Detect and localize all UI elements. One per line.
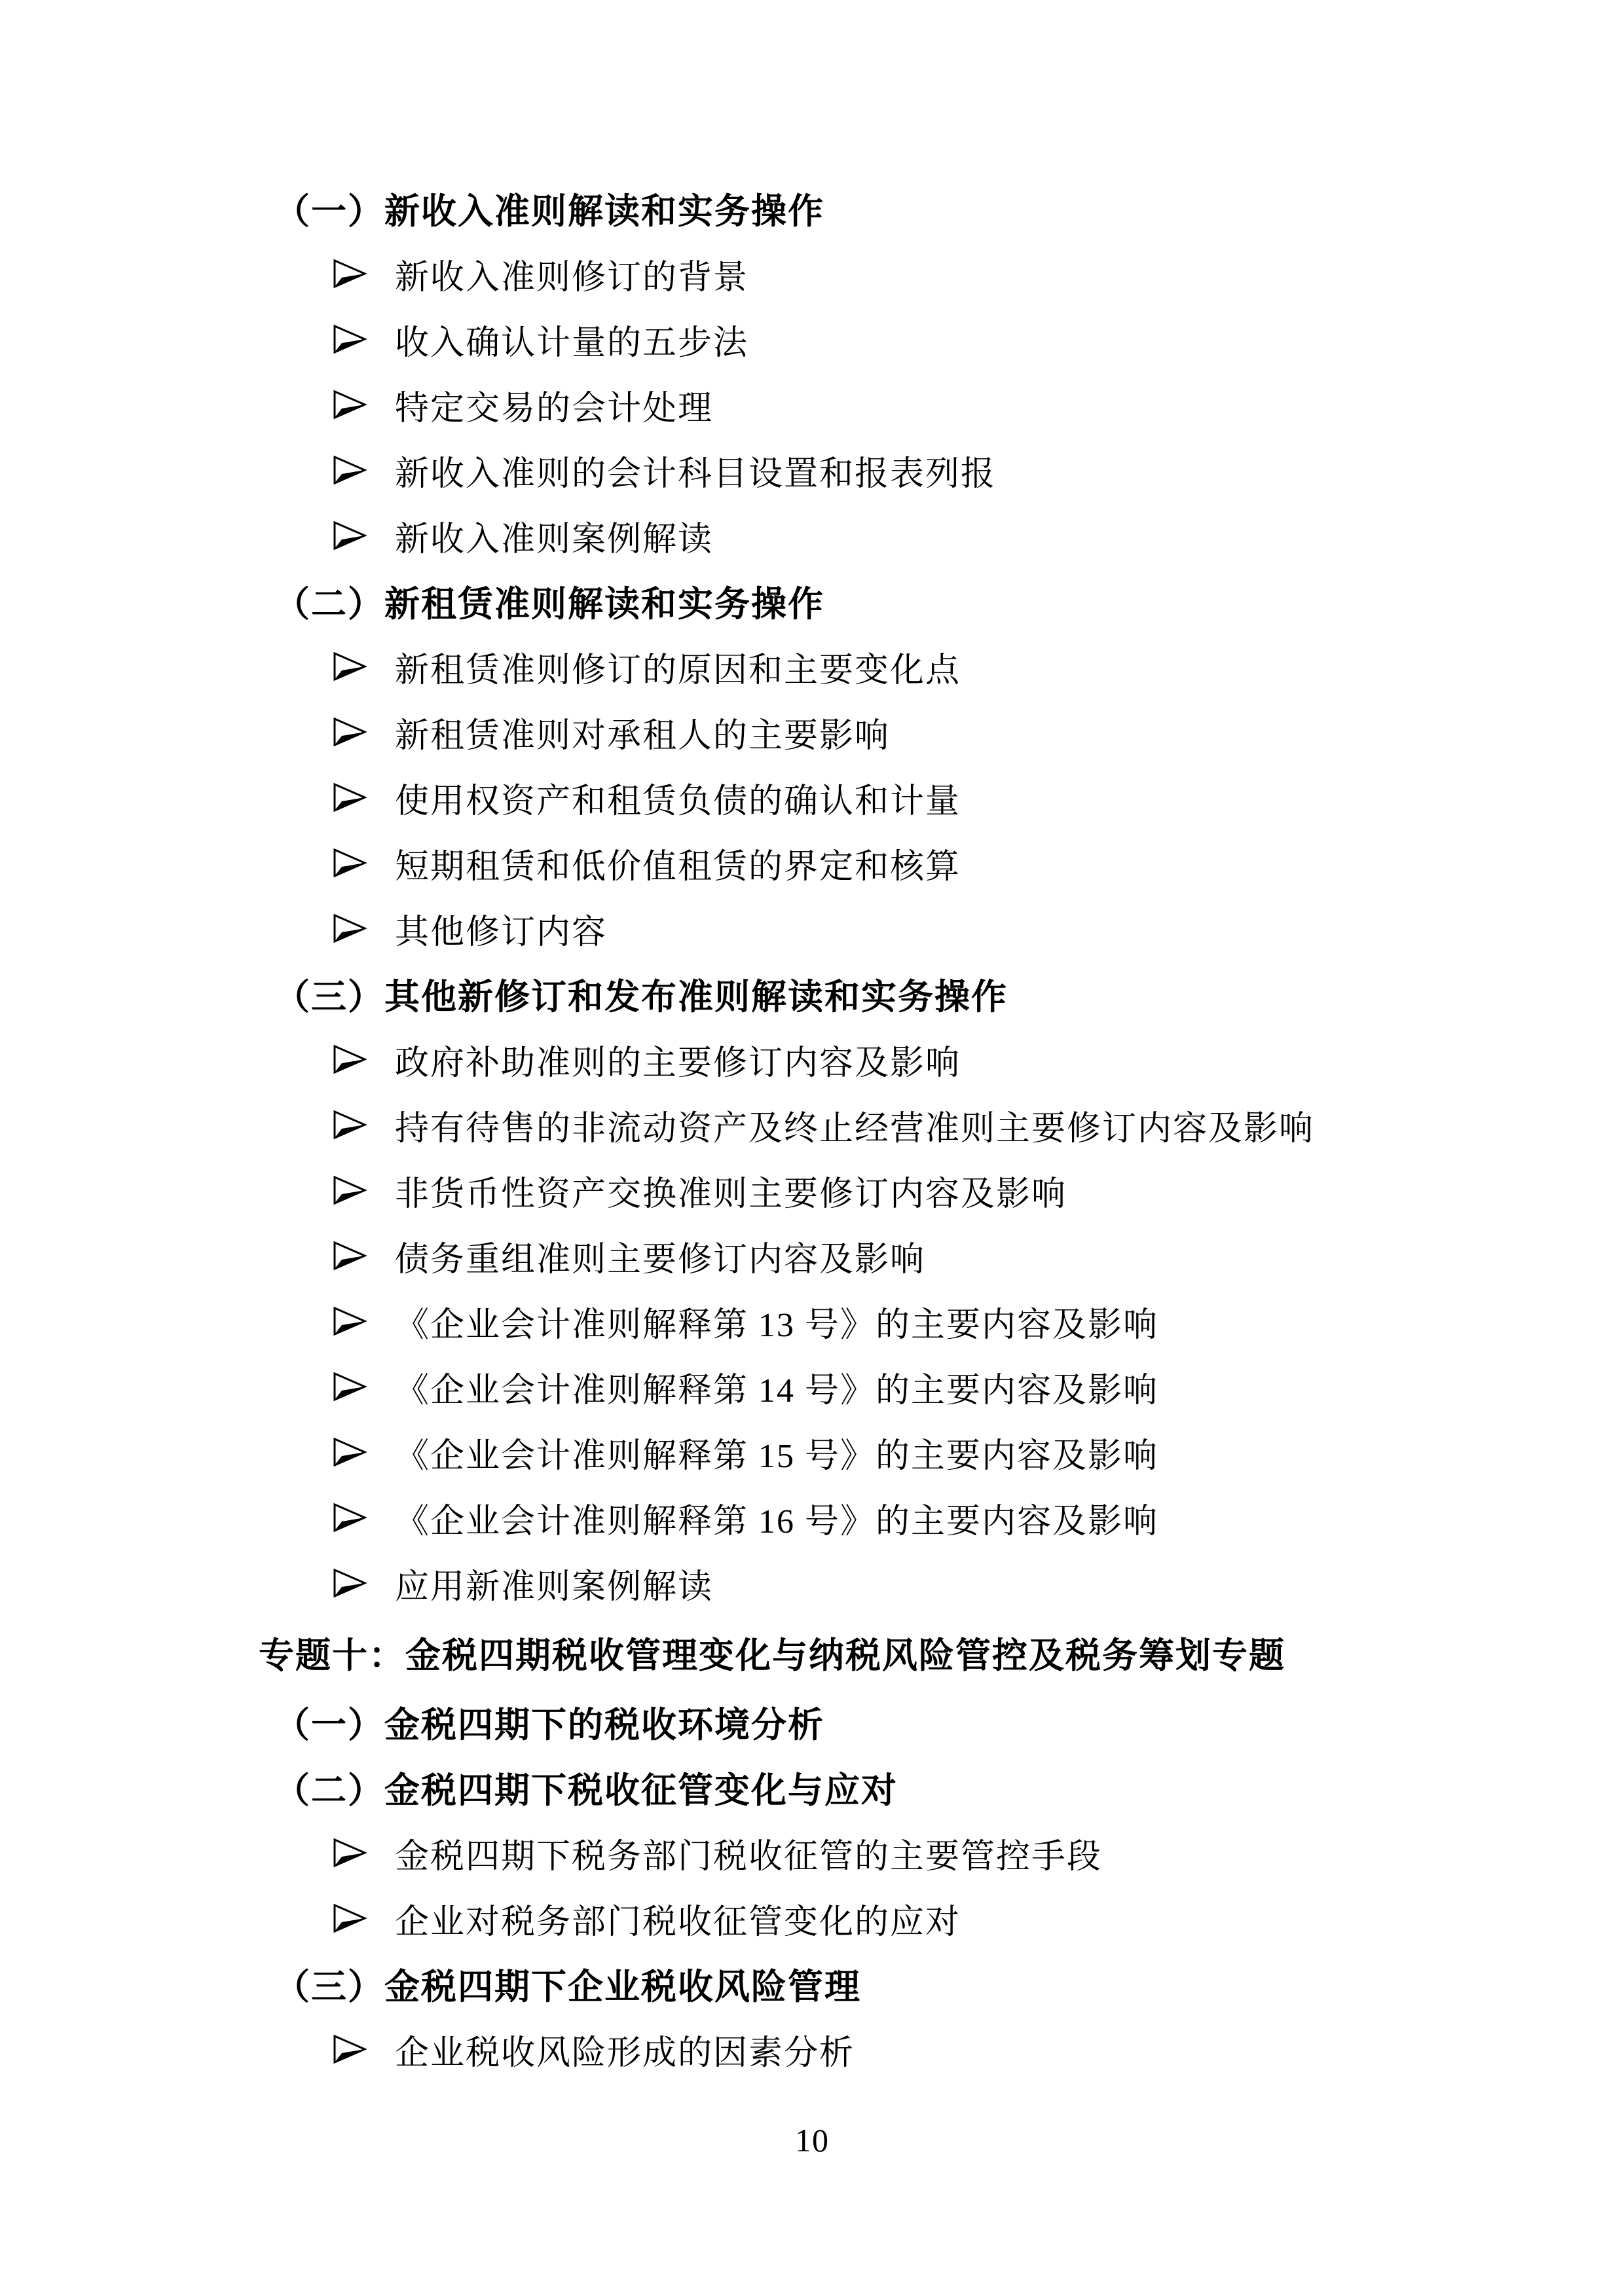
list-item <box>259 1092 1536 1157</box>
list-item-text: 《企业会计准则解释第 15 号》的主要内容及影响 <box>395 1437 1159 1475</box>
subsection-heading <box>259 1755 1536 1820</box>
list-item-text: 债务重组准则主要修订内容及影响 <box>395 1241 926 1279</box>
list-item-text: 《企业会计准则解释第 16 号》的主要内容及影响 <box>395 1503 1159 1540</box>
arrow-bullet-icon <box>332 848 367 878</box>
arrow-bullet-icon <box>332 1838 367 1868</box>
list-item <box>259 699 1536 765</box>
list-item-text: 企业对税务部门税收征管变化的应对 <box>395 1903 961 1941</box>
arrow-bullet-icon <box>332 717 367 747</box>
list-item <box>259 1157 1536 1223</box>
list-item-text: 新租赁准则对承租人的主要影响 <box>395 717 891 755</box>
arrow-bullet-icon <box>332 455 367 485</box>
subsection-heading-text: （二）新租赁准则解读和实务操作 <box>274 584 824 624</box>
list-item <box>259 765 1536 830</box>
list-item-text: 新收入准则的会计科目设置和报表列报 <box>395 455 997 493</box>
list-item-text: 金税四期下税务部门税收征管的主要管控手段 <box>395 1838 1103 1876</box>
list-item-text: 应用新准则案例解读 <box>395 1568 714 1606</box>
arrow-bullet-icon <box>332 1372 367 1402</box>
list-item <box>259 1485 1536 1550</box>
list-item-text: 非货币性资产交换准则主要修订内容及影响 <box>395 1175 1067 1213</box>
arrow-bullet-icon <box>332 1110 367 1140</box>
list-item <box>259 830 1536 896</box>
arrow-bullet-icon <box>332 520 367 551</box>
list-item <box>259 372 1536 437</box>
list-item <box>259 1027 1536 1092</box>
list-item <box>259 503 1536 568</box>
list-item <box>259 437 1536 503</box>
list-item-text: 其他修订内容 <box>395 913 608 951</box>
list-item-text: 《企业会计准则解释第 13 号》的主要内容及影响 <box>395 1306 1159 1344</box>
subsection-heading-text: （三）金税四期下企业税收风险管理 <box>274 1967 861 2007</box>
arrow-bullet-icon <box>332 1503 367 1533</box>
list-item-text: 新收入准则修订的背景 <box>395 259 749 297</box>
arrow-bullet-icon <box>332 913 367 943</box>
list-item-text: 收入确认计量的五步法 <box>395 324 749 362</box>
list-item-text: 短期租赁和低价值租赁的界定和核算 <box>395 848 961 886</box>
arrow-bullet-icon <box>332 782 367 812</box>
subsection-heading <box>259 961 1536 1027</box>
arrow-bullet-icon <box>332 1903 367 1933</box>
arrow-bullet-icon <box>332 1175 367 1205</box>
list-item <box>259 2016 1536 2082</box>
arrow-bullet-icon <box>332 1241 367 1271</box>
page-content <box>259 175 1536 2082</box>
list-item <box>259 1886 1536 1951</box>
arrow-bullet-icon <box>332 1044 367 1074</box>
list-item <box>259 1223 1536 1288</box>
subsection-heading <box>259 568 1536 634</box>
subsection-heading <box>259 1951 1536 2016</box>
arrow-bullet-icon <box>332 1306 367 1336</box>
page-number: 10 <box>795 2122 829 2159</box>
list-item-text: 新租赁准则修订的原因和主要变化点 <box>395 651 961 689</box>
list-item <box>259 634 1536 699</box>
subsection-heading <box>259 175 1536 241</box>
topic-heading <box>259 1616 1536 1689</box>
list-item-text: 特定交易的会计处理 <box>395 390 714 428</box>
list-item <box>259 1550 1536 1616</box>
list-item <box>259 1288 1536 1354</box>
list-item <box>259 896 1536 961</box>
arrow-bullet-icon <box>332 1437 367 1467</box>
arrow-bullet-icon <box>332 2034 367 2064</box>
list-item <box>259 306 1536 372</box>
list-item-text: 《企业会计准则解释第 14 号》的主要内容及影响 <box>395 1372 1159 1410</box>
list-item-text: 政府补助准则的主要修订内容及影响 <box>395 1044 961 1082</box>
list-item-text: 新收入准则案例解读 <box>395 520 714 558</box>
list-item <box>259 1419 1536 1485</box>
arrow-bullet-icon <box>332 259 367 289</box>
arrow-bullet-icon <box>332 651 367 682</box>
arrow-bullet-icon <box>332 1568 367 1598</box>
list-item-text: 持有待售的非流动资产及终止经营准则主要修订内容及影响 <box>395 1110 1315 1148</box>
list-item <box>259 1354 1536 1419</box>
subsection-heading-text: （二）金税四期下税收征管变化与应对 <box>274 1770 898 1810</box>
subsection-heading <box>259 1689 1536 1755</box>
subsection-heading-text: （一）新收入准则解读和实务操作 <box>274 191 824 231</box>
list-item-text: 使用权资产和租赁负债的确认和计量 <box>395 782 961 820</box>
subsection-heading-text: （一）金税四期下的税收环境分析 <box>274 1705 824 1745</box>
list-item <box>259 241 1536 306</box>
arrow-bullet-icon <box>332 324 367 354</box>
topic-heading-text: 专题十：金税四期税收管理变化与纳税风险管控及税务筹划专题 <box>259 1635 1285 1675</box>
arrow-bullet-icon <box>332 390 367 420</box>
list-item <box>259 1820 1536 1886</box>
list-item-text: 企业税收风险形成的因素分析 <box>395 2034 855 2072</box>
subsection-heading-text: （三）其他新修订和发布准则解读和实务操作 <box>274 977 1008 1017</box>
